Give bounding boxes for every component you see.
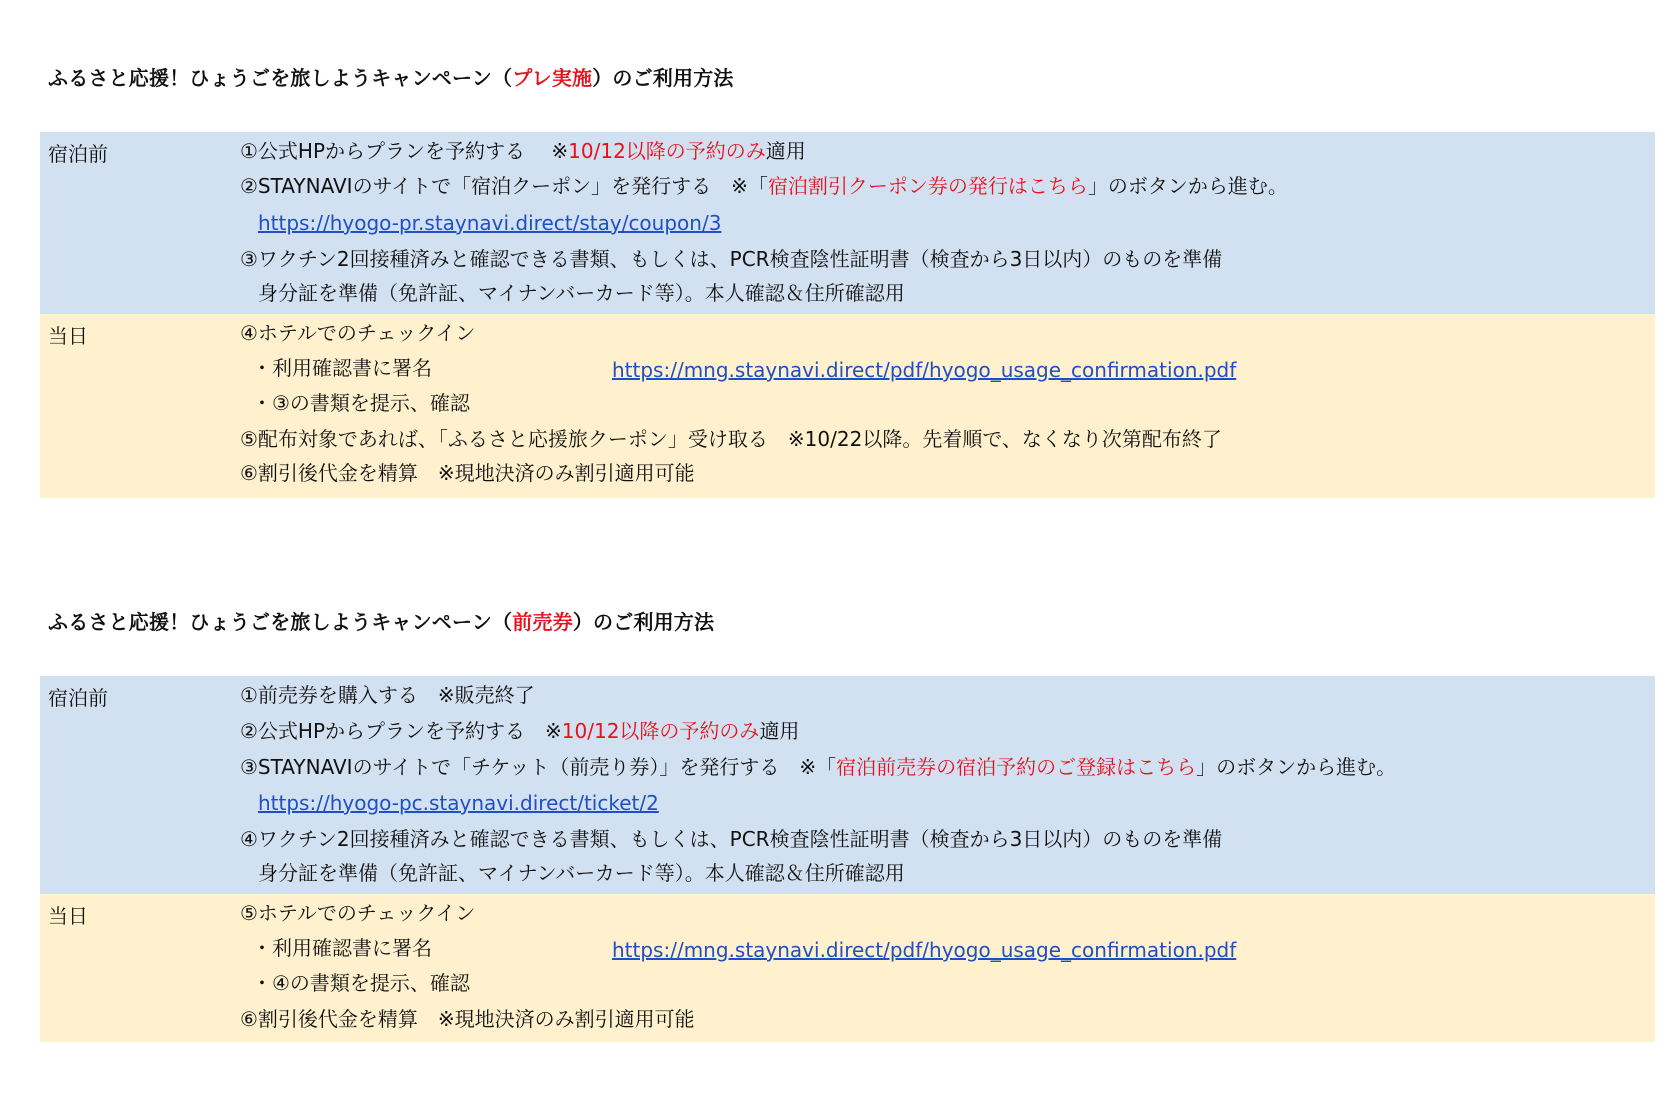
step-check-in: ⑤ホテルでのチェックイン [240, 901, 476, 925]
title-text-end: ）のご利用方法 [572, 610, 715, 634]
title-highlight: 前売券 [512, 610, 573, 634]
step-check-in: ④ホテルでのチェックイン [240, 321, 476, 345]
section-1-table [40, 132, 1655, 498]
step-prepare-id: 身分証を準備（免許証、マイナンバーカード等）。本人確認＆住所確認用 [258, 281, 905, 305]
step-issue-ticket: ③STAYNAVIのサイトで「チケット（前売り券）」を発行する ※「宿泊前売券の宿泊予約のご登録はこちら」のボタンから進む。 [240, 755, 1397, 779]
note-highlight: 10/12以降の予約のみ [561, 719, 760, 743]
before-stay-label: 宿泊前 [48, 142, 108, 166]
step-payment: ⑥割引後代金を精算 ※現地決済のみ割引適用可能 [240, 461, 695, 485]
before-stay-label: 宿泊前 [48, 686, 108, 710]
section-2-table [40, 676, 1655, 1042]
note-highlight: 10/12以降の予約のみ [568, 139, 766, 163]
title-text: ふるさと応援！ひょうごを旅しようキャンペーン（ [48, 66, 513, 90]
title-text-end: ）のご利用方法 [592, 66, 734, 90]
step-prepare-id: 身分証を準備（免許証、マイナンバーカード等）。本人確認＆住所確認用 [258, 861, 905, 885]
step-receive-coupon: ⑤配布対象であれば、「ふるさと応援旅クーポン」受け取る ※10/22以降。先着順で、なくなり次第配布終了 [240, 427, 1222, 451]
before-stay-block [40, 132, 1655, 314]
title-text: ふるさと応援！ひょうごを旅しようキャンペーン（ [48, 610, 513, 634]
before-stay-block [40, 676, 1655, 894]
step-sign: ・利用確認書に署名 [252, 356, 432, 380]
usage-confirmation-link[interactable]: https://mng.staynavi.direct/pdf/hyogo_usage_confirmation.pdf [612, 938, 1237, 962]
section-2-title [48, 606, 714, 635]
title-highlight: プレ実施 [512, 66, 593, 90]
step-buy-ticket: ①前売券を購入する ※販売終了 [240, 683, 535, 707]
step-reserve: ②公式HPからプランを予約する ※10/12以降の予約のみ適用 [240, 719, 800, 743]
check-in-day-label: 当日 [48, 324, 88, 348]
step-reserve: ①公式HPからプランを予約する ※10/12以降の予約のみ適用 [240, 139, 806, 163]
step-sign: ・利用確認書に署名 [252, 936, 432, 960]
check-in-day-block [40, 314, 1655, 498]
check-in-day-label: 当日 [48, 904, 88, 928]
check-in-day-block [40, 894, 1655, 1042]
ticket-link[interactable]: https://hyogo-pc.staynavi.direct/ticket/2 [258, 791, 659, 815]
step-present-documents: ・③の書類を提示、確認 [252, 391, 470, 415]
coupon-link[interactable]: https://hyogo-pr.staynavi.direct/stay/coupon/3 [258, 211, 722, 235]
usage-confirmation-link[interactable]: https://mng.staynavi.direct/pdf/hyogo_usage_confirmation.pdf [612, 358, 1237, 382]
step-present-documents: ・④の書類を提示、確認 [252, 971, 470, 995]
button-name-highlight: 宿泊割引クーポン券の発行はこちら [767, 174, 1088, 198]
step-prepare-documents: ④ワクチン2回接種済みと確認できる書類、もしくは、PCR検査陰性証明書（検査から3日以内）のものを準備 [240, 827, 1223, 851]
button-name-highlight: 宿泊前売券の宿泊予約のご登録はこちら [836, 755, 1197, 779]
step-issue-coupon: ②STAYNAVIのサイトで「宿泊クーポン」を発行する ※「宿泊割引クーポン券の発行はこちら」のボタンから進む。 [240, 174, 1288, 198]
step-prepare-documents: ③ワクチン2回接種済みと確認できる書類、もしくは、PCR検査陰性証明書（検査から3日以内）のものを準備 [240, 247, 1223, 271]
step-payment: ⑥割引後代金を精算 ※現地決済のみ割引適用可能 [240, 1007, 695, 1031]
section-1-title [48, 62, 734, 91]
